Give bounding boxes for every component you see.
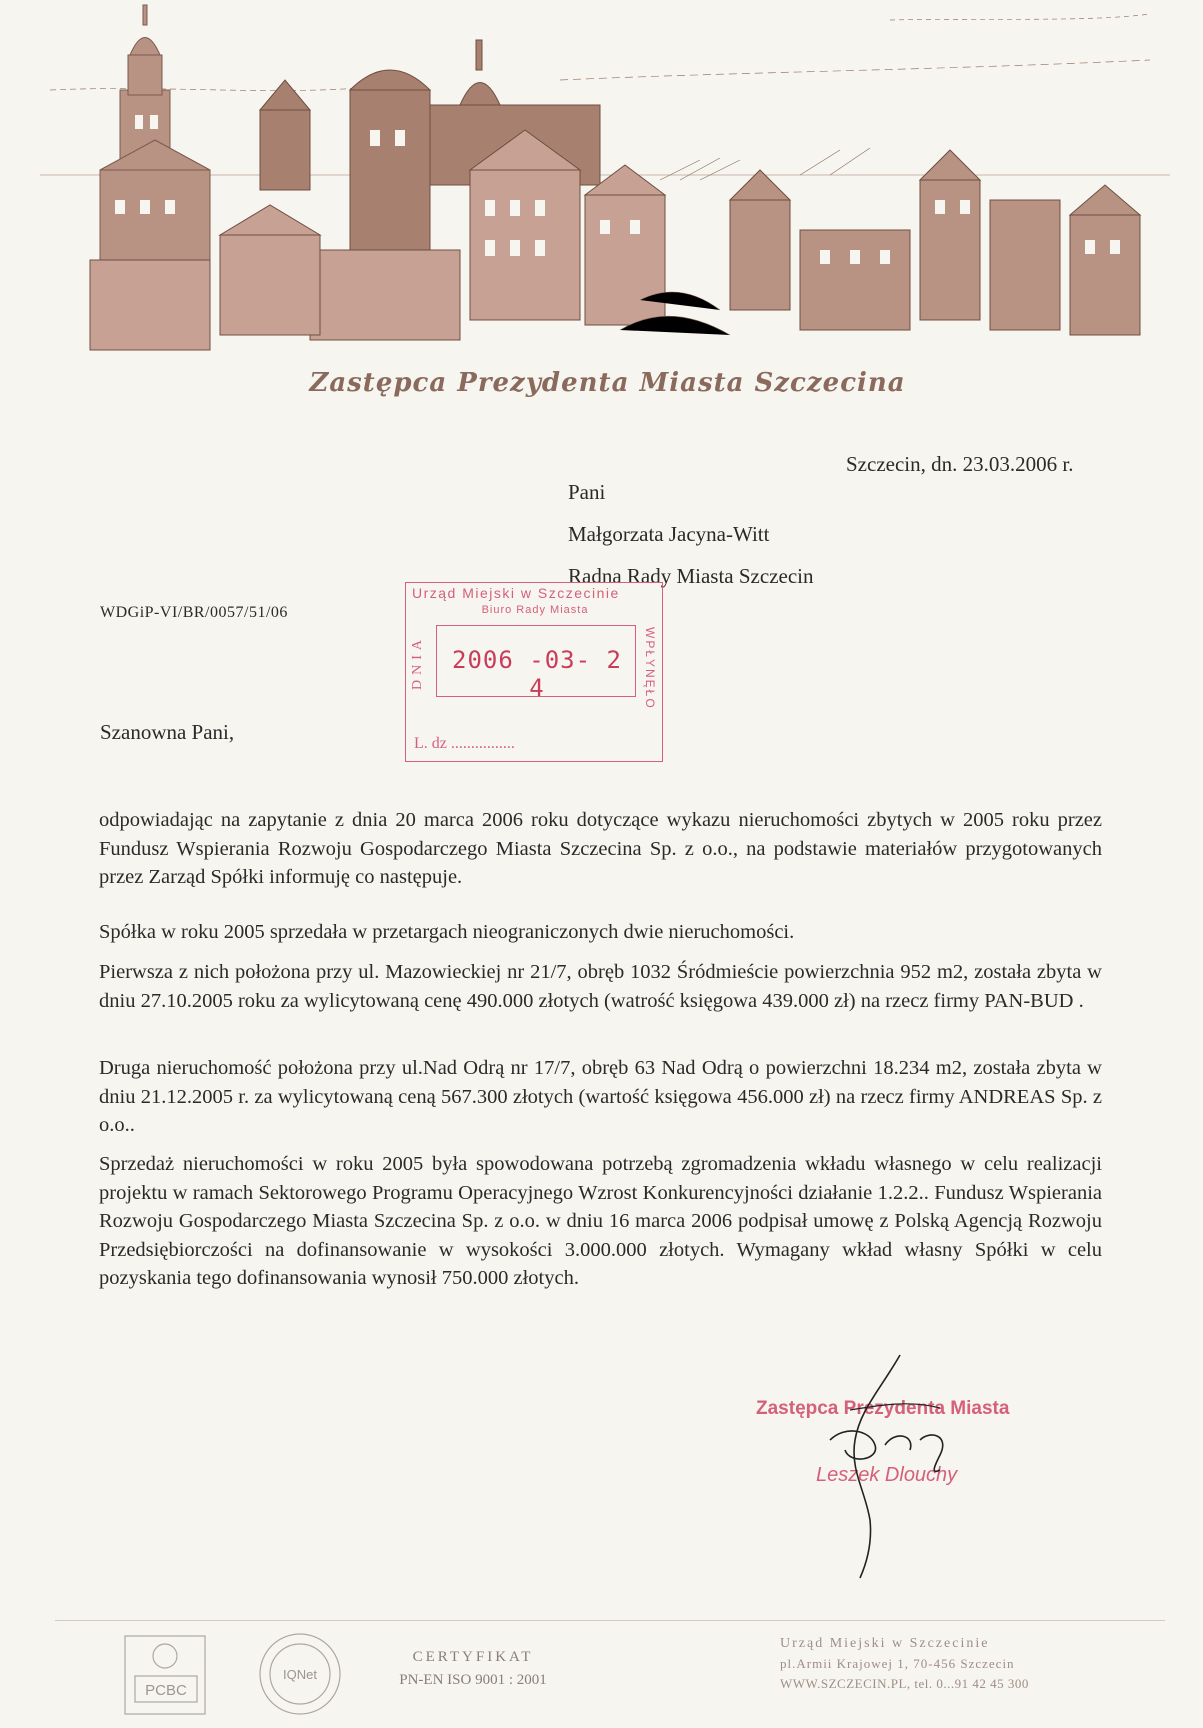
salutation: Szanowna Pani, (100, 720, 235, 744)
paragraph-intro: odpowiadając na zapytanie z dnia 20 marca 2006 roku dotyczące wykazu nieruchomości zbytych w 2005 roku przez Fundusz Wspierania Rozwoju Gospodarczego Miasta Szczecina Sp. z o.o., na podstawie materiałów przygotowanych przez Zarząd Spółki informuję co następuje. (99, 809, 1102, 888)
stamp-date: 2006 -03- 2 4 (452, 646, 622, 702)
handwritten-signature (790, 1350, 990, 1580)
cityscape-illustration (40, 0, 1170, 360)
pcbc-logo-text: PCBC (145, 1682, 187, 1699)
signature-stamp-title: Zastępca Prezydenta Miasta (756, 1398, 1010, 1419)
signature-stamp-name: Leszek Dlouchy (816, 1464, 958, 1486)
stamp-title: Urząd Miejski w Szczecinie (412, 585, 620, 601)
office-web: WWW.SZCZECIN.PL, tel. 0...91 42 45 300 (780, 1676, 1029, 1691)
footer-divider (55, 1620, 1165, 1621)
recipient-name: Małgorzata Jacyna-Witt (568, 522, 770, 546)
received-stamp (405, 582, 663, 762)
paragraph-first-property: Pierwsza z nich położona przy ul. Mazowieckiej nr 21/7, obręb 1032 Śródmieście powierzchnia 952 m2, została zbyta w dniu 27.10.2005 roku za wylicytowaną cenę 490.000 złotych (watrość księgowa 439.000 zł) na rzecz firmy PAN-BUD . (99, 961, 1102, 1012)
stamp-subtitle: Biuro Rady Miasta (481, 604, 589, 616)
letterhead-title: Zastępca Prezydenta Miasta Szczecina (309, 368, 906, 398)
date-line: Szczecin, dn. 23.03.2006 r. (846, 452, 1074, 476)
office-address: pl.Armii Krajowej 1, 70-456 Szczecin (780, 1656, 1015, 1671)
certificate-title: CERTYFIKAT (412, 1649, 534, 1665)
certificate-standard: PN-EN ISO 9001 : 2001 (399, 1672, 547, 1688)
stamp-date-box (436, 625, 636, 702)
reference-number: WDGiP-VI/BR/0057/51/06 (100, 604, 288, 621)
iqnet-logo-text: IQNet (283, 1667, 317, 1682)
certification-logos (120, 1628, 360, 1718)
paragraph-summary: Spółka w roku 2005 sprzedała w przetargach nieograniczonych dwie nieruchomości. (99, 921, 795, 943)
stamp-label-right: WPŁYNĘŁO (643, 627, 657, 710)
paragraph-second-property: Druga nieruchomość położona przy ul.Nad Odrą nr 17/7, obręb 63 Nad Odrą o powierzchni 18.234 m2, została zbyta w dniu 21.12.2005 r. za wylicytowaną ceną 567.300 złotych (wartość księgowa 456.000 zł) na rzecz firmy ANDREAS Sp. z o.o.. (99, 1057, 1102, 1136)
paragraph-reason: Sprzedaż nieruchomości w roku 2005 była spowodowana potrzebą zgromadzenia wkładu własnego w celu realizacji projektu w ramach Sektorowego Programu Operacyjnego Wzrost Konkurencyjności działanie 1.2.2.. Fundusz Wspierania Rozwoju Gospodarczego Miasta Szczecina Sp. z o.o. w dniu 16 marca 2006 podpisał umowę z Polską Agencją Rozwoju Przedsiębiorczości na dofinansowanie w wysokości 3.000.000 złotych. Wymagany wkład własny Spółki w celu pozyskania tego dofinansowania wynosił 750.000 złotych. (99, 1153, 1102, 1289)
recipient-salutation: Pani (568, 480, 606, 504)
stamp-label-left: DNIA (410, 635, 425, 690)
stamp-ldz: L. dz ................ (414, 735, 515, 752)
office-name: Urząd Miejski w Szczecinie (780, 1636, 990, 1651)
recipient-role: Radna Rady Miasta Szczecin (568, 564, 814, 588)
